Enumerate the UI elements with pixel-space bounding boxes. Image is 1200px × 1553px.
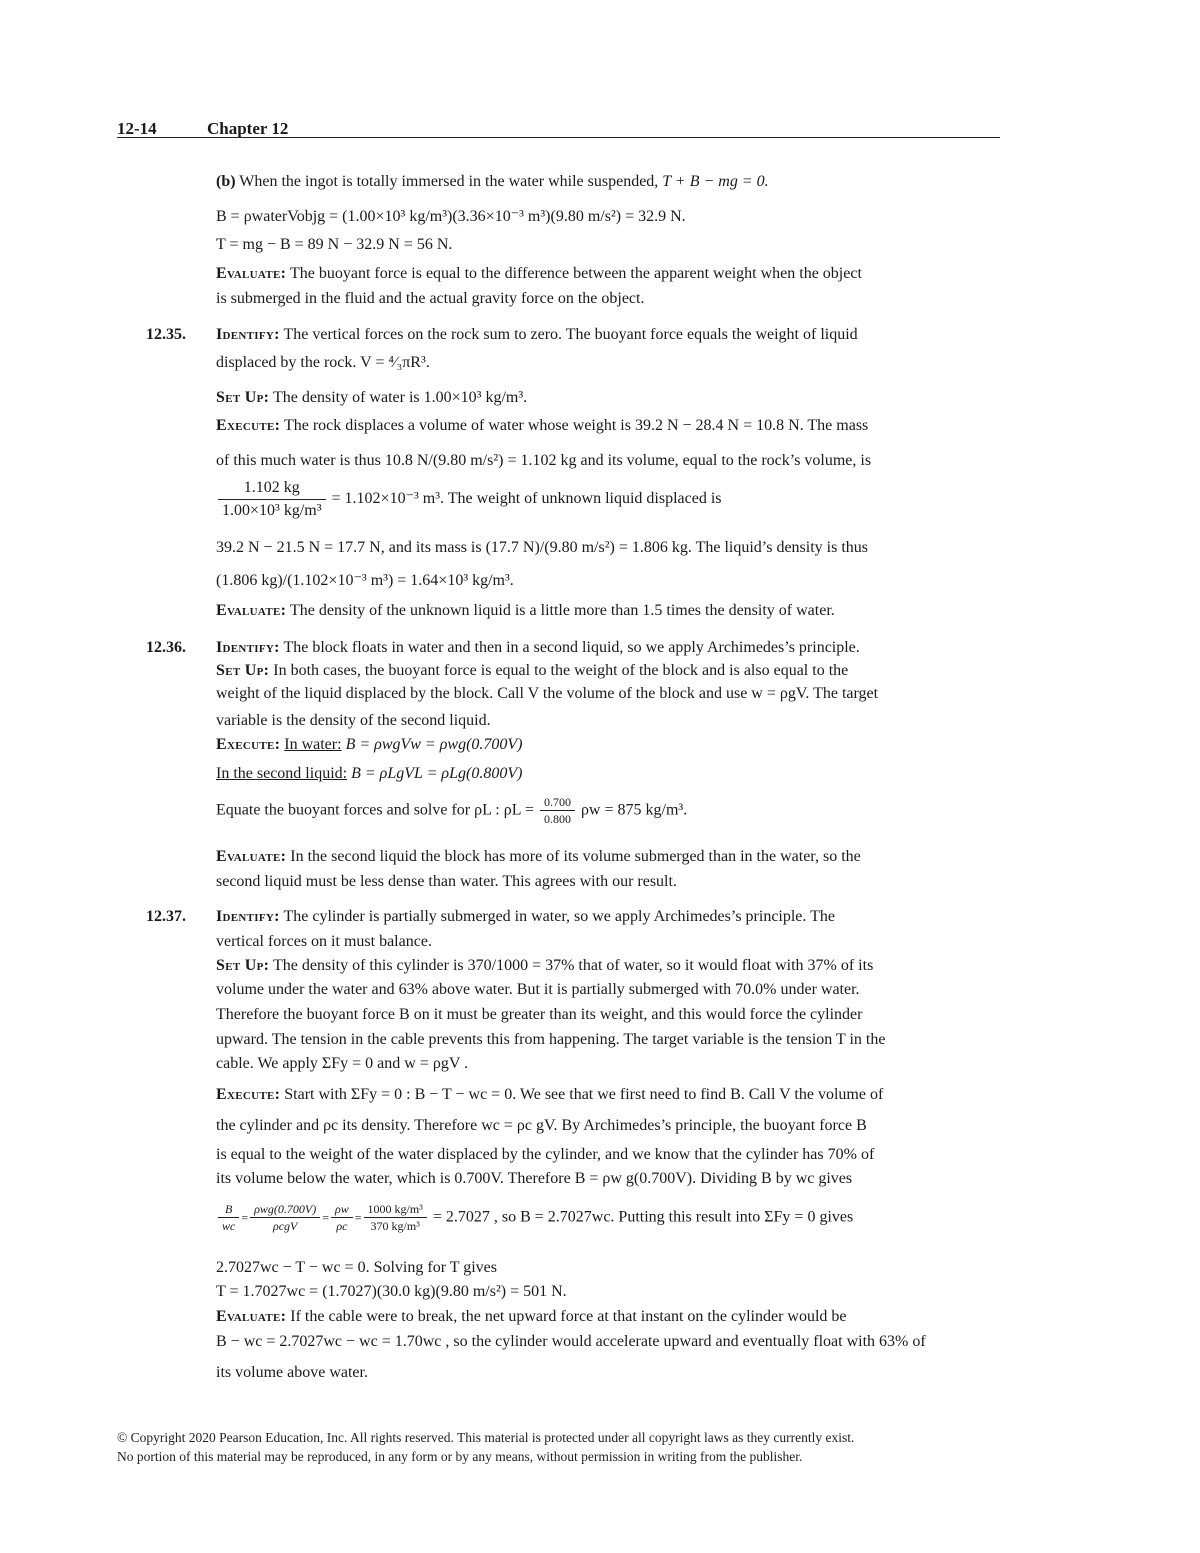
p35-identify-1 [216, 324, 858, 346]
fraction-denominator: ρc [336, 1219, 348, 1234]
evaluate-text: In the second liquid the block has more of its volume submerged than in the water, so the [290, 848, 861, 865]
p37-fraction-values [364, 1201, 427, 1234]
p36-setup-2: weight of the liquid displaced by the block. Call V the volume of the block and use w = ρgV. The target [216, 685, 879, 702]
p37-execute-6: 2.7027wc − T − wc = 0. Solving for T gives [216, 1259, 497, 1276]
p37-execute-4: its volume below the water, which is 0.700V. Therefore B = ρw g(0.700V). Dividing B by wc gives [216, 1170, 853, 1187]
fraction-numerator: ρw [331, 1201, 353, 1218]
problem-number-12-37: 12.37. [146, 908, 186, 925]
p37-execute-3: is equal to the weight of the water displaced by the cylinder, and we know that the cylinder has 70% of [216, 1146, 875, 1163]
part-b-line-1 [216, 171, 769, 193]
identify-label: Identify: [216, 639, 280, 656]
setup-text: The density of water is 1.00×10³ kg/m³. [273, 389, 528, 406]
fraction-denominator: wc [222, 1219, 236, 1234]
execute-text: Start with ΣFy = 0 : B − T − wc = 0. We see that we first need to find B. Call V the volume of [284, 1086, 884, 1103]
fraction-numerator: B [218, 1201, 239, 1218]
page-number: 12-14 [117, 119, 157, 138]
p37-identify-2: vertical forces on it must balance. [216, 933, 432, 950]
execute-label: Execute: [216, 736, 281, 753]
equate-result: ρw = 875 kg/m³. [580, 801, 688, 819]
p35-setup [216, 387, 527, 409]
fraction-denominator: 370 kg/m³ [370, 1219, 420, 1234]
evaluate-label: Evaluate: [216, 265, 287, 282]
p35-fraction [218, 477, 326, 521]
identify-text: The block floats in water and then in a second liquid, so we apply Archimedes’s principle. [283, 639, 860, 656]
copyright-line-1: © Copyright 2020 Pearson Education, Inc. All rights reserved. This material is protected under all copyright laws as they currently exist. [117, 1430, 855, 1445]
p37-evaluate-2: B − wc = 2.7027wc − wc = 1.70wc , so the cylinder would accelerate upward and eventually float with 63% of [216, 1333, 926, 1350]
execute-text: = 2.7027 , so B = 2.7027wc. Putting this result into ΣFy = 0 gives [432, 1208, 854, 1226]
p37-fraction-expanded [250, 1201, 320, 1234]
copyright-line-2: No portion of this material may be reproduced, in any form or by any means, without permission in writing from the publisher. [117, 1449, 803, 1464]
setup-text: The density of this cylinder is 370/1000 = 37% that of water, so it would float with 37% of its [273, 957, 874, 974]
setup-label: Set Up: [216, 389, 270, 406]
p37-execute-2: the cylinder and ρc its density. Therefore wc = ρc gV. By Archimedes’s principle, the buoyant force B [216, 1117, 867, 1134]
setup-label: Set Up: [216, 662, 270, 679]
p37-identify-1 [216, 906, 835, 928]
evaluate-label: Evaluate: [216, 1308, 287, 1325]
p36-execute-1 [216, 734, 523, 756]
identify-label: Identify: [216, 908, 280, 925]
part-b-equation: T + B − mg = 0. [662, 173, 769, 190]
p36-setup-1 [216, 660, 848, 682]
evaluate-label: Evaluate: [216, 602, 287, 619]
p36-execute-3 [216, 794, 687, 827]
header-rule [117, 137, 1000, 138]
part-b-line-2: B = ρwaterVobjg = (1.00×10³ kg/m³)(3.36×10⁻³ m³)(9.80 m/s²) = 32.9 N. [216, 208, 686, 225]
fraction-denominator: ρcgV [272, 1219, 298, 1234]
p35-execute-4: 39.2 N − 21.5 N = 17.7 N, and its mass is (17.7 N)/(9.80 m/s²) = 1.806 kg. The liquid’s density is thus [216, 539, 869, 556]
identify-text: The cylinder is partially submerged in water, so we apply Archimedes’s principle. The [283, 908, 835, 925]
p37-fraction-b-over-wc [218, 1201, 239, 1234]
chapter-title: Chapter 12 [207, 119, 289, 138]
part-b-evaluate-1 [216, 263, 862, 285]
part-b-evaluate-2: is submerged in the fluid and the actual gravity force on the object. [216, 290, 645, 307]
p36-execute-2 [216, 763, 522, 785]
p37-setup-4: upward. The tension in the cable prevents this from happening. The target variable is the tension T in the [216, 1031, 886, 1048]
p37-execute-5: $\frac{B}{wc}$ = $\frac{\text{ρwg(0.700V)}}{\text{ρcgV}}$ = $\frac{\rho w}{\rho c}$ = $\frac{\text{1000 kg/m³}}{\text{370 kg/m³}}$ = 2.7027 , so B = 2.7027wc. Putting this result into ΣFy = 0 gives [216, 1201, 853, 1234]
p37-execute-7: T = 1.7027wc = (1.7027)(30.0 kg)(9.80 m/s²) = 501 N. [216, 1283, 567, 1300]
fraction-denominator: 0.800 [543, 812, 571, 827]
fraction-denominator: 1.00×10³ kg/m³ [222, 501, 322, 519]
part-b-label: (b) [216, 173, 236, 190]
p36-evaluate-1 [216, 846, 861, 868]
p37-setup-3: Therefore the buoyant force B on it must be greater than its weight, and this would force the cylinder [216, 1006, 863, 1023]
p37-evaluate-3: its volume above water. [216, 1364, 368, 1381]
in-water-label: In water: [284, 736, 342, 753]
p36-fraction [540, 794, 575, 827]
p37-setup-2: volume under the water and 63% above water. But it is partially submerged with 70.0% under water. [216, 981, 860, 998]
problem-number-12-36: 12.36. [146, 639, 186, 656]
part-b-line-3: T = mg − B = 89 N − 32.9 N = 56 N. [216, 236, 453, 253]
part-b-text: When the ingot is totally immersed in the water while suspended, [239, 173, 659, 190]
p37-setup-5: cable. We apply ΣFy = 0 and w = ρgV . [216, 1055, 469, 1072]
identify-text: The vertical forces on the rock sum to zero. The buoyant force equals the weight of liquid [283, 326, 858, 343]
p35-evaluate [216, 600, 835, 622]
identify-label: Identify: [216, 326, 280, 343]
p37-evaluate-1 [216, 1306, 847, 1328]
execute-text: The rock displaces a volume of water whose weight is 39.2 N − 28.4 N = 10.8 N. The mass [283, 417, 869, 434]
p37-execute-1 [216, 1084, 883, 1106]
setup-text: In both cases, the buoyant force is equal to the weight of the block and is also equal to the [273, 662, 849, 679]
setup-label: Set Up: [216, 957, 270, 974]
p35-execute-3 [216, 477, 722, 521]
in-water-equation: B = ρwgVw = ρwg(0.700V) [345, 736, 523, 753]
evaluate-label: Evaluate: [216, 848, 287, 865]
p37-fraction-density-ratio [331, 1201, 353, 1234]
evaluate-text: If the cable were to break, the net upward force at that instant on the cylinder would be [290, 1308, 847, 1325]
in-second-liquid-label: In the second liquid: [216, 765, 348, 782]
fraction-numerator: 1000 kg/m³ [364, 1201, 427, 1218]
execute-label: Execute: [216, 1086, 281, 1103]
p35-execute-2: of this much water is thus 10.8 N/(9.80 m/s²) = 1.102 kg and its volume, equal to the rock’s volume, is [216, 452, 872, 469]
execute-text: = 1.102×10⁻³ m³. The weight of unknown liquid displaced is [331, 489, 722, 507]
p35-execute-1 [216, 415, 868, 437]
p36-evaluate-2: second liquid must be less dense than water. This agrees with our result. [216, 873, 677, 890]
fraction-numerator: 0.700 [540, 794, 575, 811]
equate-text: Equate the buoyant forces and solve for ρL : ρL = [216, 801, 534, 819]
p36-setup-3: variable is the density of the second liquid. [216, 712, 491, 729]
p37-setup-1 [216, 955, 873, 977]
p35-execute-5: (1.806 kg)/(1.102×10⁻³ m³) = 1.64×10³ kg/m³. [216, 572, 514, 589]
evaluate-text: The density of the unknown liquid is a little more than 1.5 times the density of water. [289, 602, 835, 619]
fraction-numerator: 1.102 kg [218, 477, 326, 500]
p35-identify-2: displaced by the rock. V = ⁴⁄₃πR³. [216, 354, 430, 371]
fraction-numerator: ρwg(0.700V) [250, 1201, 320, 1218]
problem-number-12-35: 12.35. [146, 326, 186, 343]
execute-label: Execute: [216, 417, 281, 434]
evaluate-text: The buoyant force is equal to the difference between the apparent weight when the object [289, 265, 862, 282]
p36-identify [216, 637, 860, 659]
in-second-liquid-equation: B = ρLgVL = ρLg(0.800V) [351, 765, 523, 782]
